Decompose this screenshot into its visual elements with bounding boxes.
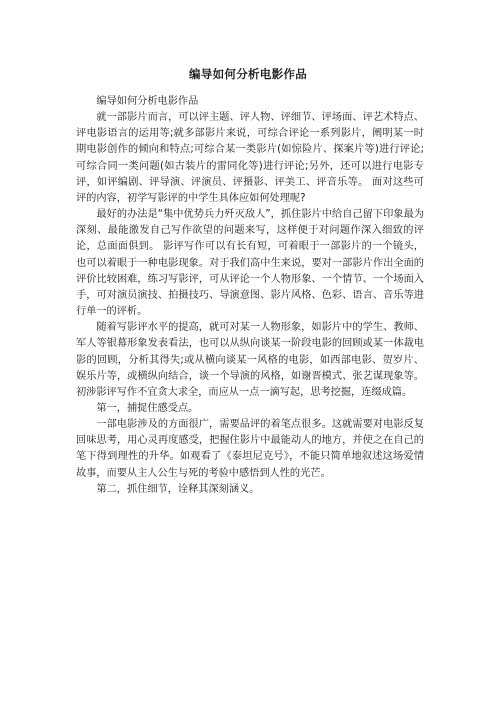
paragraph-focus-method: 最好的办法是“集中优势兵力歼灭敌人”，抓住影片中给自己留下印象最为深刻、最能激发自己写作欲望的问题来写，这样便于对问题作深入细致的评论，总面面俱到。 影评写作可以有长有短，可着眼于一部影片的一个镜头，也可以着眼于一种电影现象。对于我们高中生来说，要对一部影片作出全面的评价比较困难，练习写影评，可从评论一个人物形象、一个情节、一个场面入手，可对演员演技、拍摄技巧、导演意图、影片风格、色彩、语言、音乐等进行单一的评析。 bbox=[76, 209, 424, 318]
paragraph-progression: 随着写影评水平的提高，就可对某一人物形象，如影片中的学生、教师、军人等银幕形象发表看法，也可以从纵向谈某一阶段电影的回顾或某一体裁电影的回顾，分析其得失;或从横向谈某一风格的电影，如西部电影、贺岁片、娱乐片等，或横纵向结合，谈一个导演的风格，如谢晋模式、张艺谋现象等。初涉影评写作不宜贪大求全，而应从一点一滴写起，思考挖掘，连缀成篇。 bbox=[76, 322, 424, 398]
paragraph-review-scope: 就一部影片而言，可以评主题、评人物、评细节、评场面、评艺术特点、评电影语言的运用等;就多部影片来说，可综合评论一系列影片，阐明某一时期电影创作的倾向和特点;可综合某一类影片(如惊险片、探案片等)进行评论;可综合同一类问题(如古装片的雷同化等)进行评论;另外，还可以进行电影专评，如评编剧、评导演、评演员、评摄影、评美工、评音乐等。 面对这些可评的内容，初学写影评的中学生具体应如何处理呢? bbox=[76, 112, 424, 204]
paragraph-subtitle: 编导如何分析电影作品 bbox=[96, 96, 199, 107]
paragraph-heading-second: 第二，抓住细节，诠释其深刻涵义。 bbox=[96, 483, 260, 495]
paragraph-feeling-point: 一部电影涉及的方面很广，需要品评的着笔点很多。这就需要对电影反复回味思考，用心灵再度感受，把握住影片中最能动人的地方，并使之在自己的笔下得到理性的升华。如观看了《泰坦尼克号》，不能只简单地叙述这场爱情故事，而要从主人公生与死的考验中感悟到人性的光芒。 bbox=[76, 419, 424, 479]
paragraph-heading-first: 第一，捕捉住感受点。 bbox=[96, 402, 199, 414]
document-title: 编导如何分析电影作品 bbox=[189, 67, 307, 81]
document-body bbox=[76, 94, 424, 498]
